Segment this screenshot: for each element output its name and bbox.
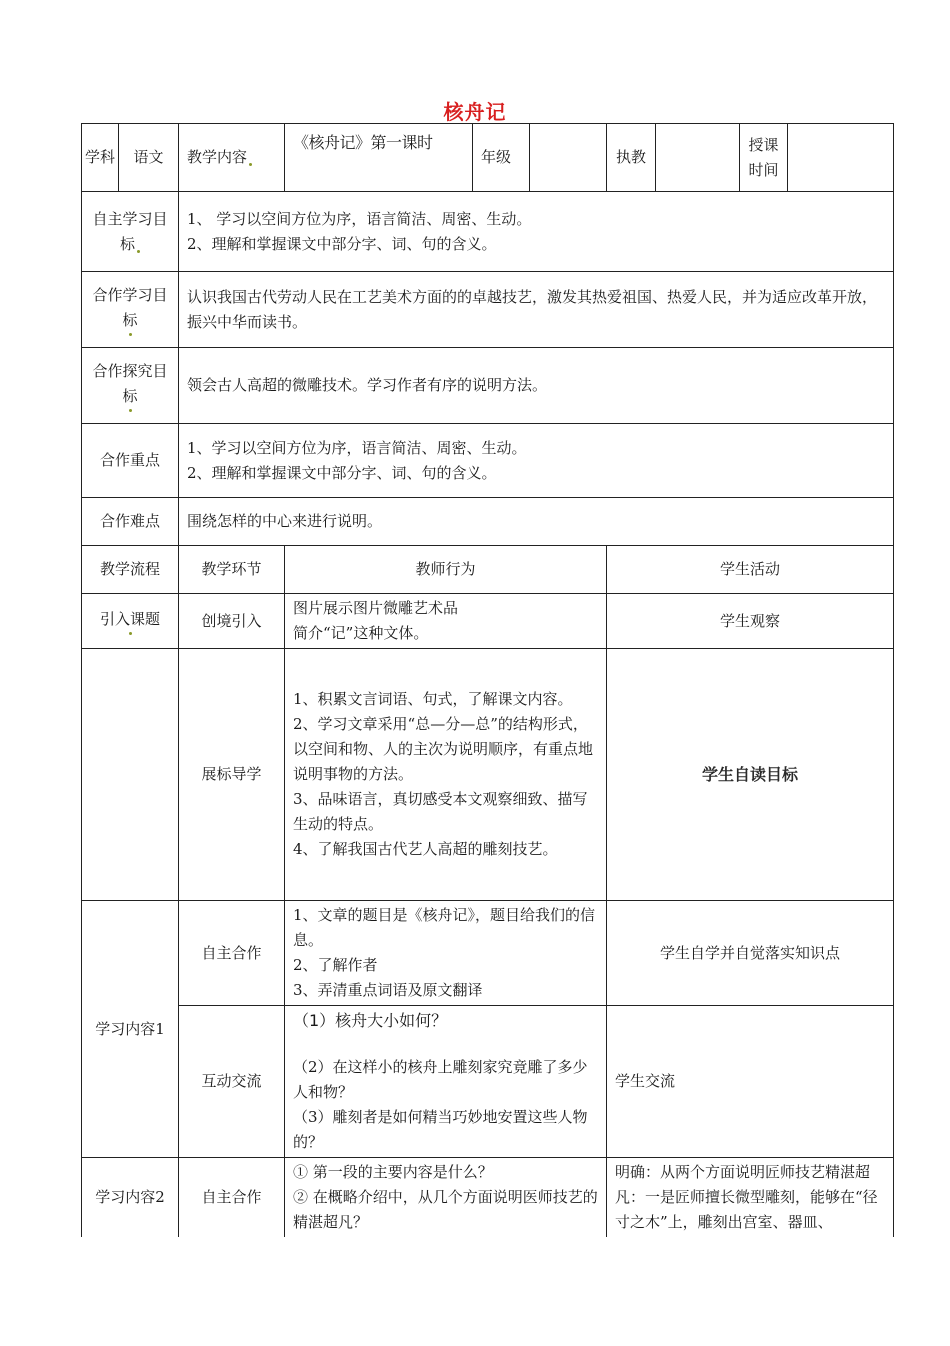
flow-teacher: （1）核舟大小如何？ （2）在这样小的核舟上雕刻家究竟雕了多少人和物？ （3）雕刻者是如何精当巧妙地安置这些人物的？: [285, 1006, 607, 1158]
flow-row: [82, 1158, 894, 1238]
flow-step: 创境引入: [179, 594, 285, 649]
goal-content: 认识我国古代劳动人民在工艺美术方面的的卓越技艺，激发其热爱祖国、热爱人民，并为适应改革开放，振兴中华而读书。: [179, 272, 894, 348]
flow-step: 自主合作: [179, 901, 285, 1006]
goal-row: [82, 272, 894, 348]
flow-row: [82, 594, 894, 649]
flow-teacher: 1、积累文言词语、句式，了解课文内容。 2、学习文章采用“总—分—总”的结构形式，以空间和物、人的主次为说明顺序，有重点地说明事物的方法。 3、品味语言，真切感受本文观察细致、描写生动的特点。 4、了解我国古代艺人高超的雕刻技艺。: [285, 649, 607, 901]
goal-content: 1、学习以空间方位为序，语言简洁、周密、生动。 2、理解和掌握课文中部分字、词、句的含义。: [179, 424, 894, 498]
flow-row: [82, 649, 894, 901]
goal-label: 合作难点: [82, 498, 179, 546]
flow-teacher-header: 教师行为: [285, 546, 607, 594]
flow-process-header: 教学流程: [82, 546, 179, 594]
dot-mark: [129, 632, 132, 635]
flow-teacher: 图片展示图片微雕艺术品 简介“记”这种文体。: [285, 594, 607, 649]
subject-label: 学科: [82, 124, 119, 192]
goal-row: [82, 348, 894, 424]
flow-student: 明确：从两个方面说明匠师技艺精湛超凡：一是匠师擅长微型雕刻，能够在“径寸之木”上，雕刻出宫室、器皿、: [607, 1158, 894, 1238]
flow-student: 学生交流: [607, 1006, 894, 1158]
flow-teacher: 1、文章的题目是《核舟记》，题目给我们的信息。 2、了解作者 3、弄清重点词语及原文翻译: [285, 901, 607, 1006]
flow-row: [82, 901, 894, 1006]
flow-step: 自主合作: [179, 1158, 285, 1238]
time-value: [788, 124, 894, 192]
subject-value: 语文: [119, 124, 179, 192]
teacher-label: 执教: [607, 124, 656, 192]
grade-label: 年级: [473, 124, 530, 192]
dot-mark: [129, 333, 132, 336]
flow-student: 学生自学并自觉落实知识点: [607, 901, 894, 1006]
header-row: [82, 124, 894, 192]
goal-content: 领会古人高超的微雕技术。学习作者有序的说明方法。: [179, 348, 894, 424]
content-label: 教学内容: [179, 124, 285, 192]
goal-label: 合作学习目标: [82, 272, 179, 348]
dot-mark: [129, 409, 132, 412]
dot-mark: [137, 250, 140, 253]
goal-row: [82, 192, 894, 272]
flow-process: 学习内容1: [82, 901, 179, 1158]
flow-step: 互动交流: [179, 1006, 285, 1158]
flow-process: 学习内容2: [82, 1158, 179, 1238]
content-value: 《核舟记》第一课时: [285, 124, 473, 192]
lesson-plan-table: [81, 123, 894, 1237]
flow-step: 展标导学: [179, 649, 285, 901]
flow-process: [82, 649, 179, 901]
flow-header-row: [82, 546, 894, 594]
goal-row: [82, 424, 894, 498]
goal-label: 合作重点: [82, 424, 179, 498]
goal-row: [82, 498, 894, 546]
time-label: 授课时间: [740, 124, 788, 192]
grade-value: [530, 124, 607, 192]
flow-student-header: 学生活动: [607, 546, 894, 594]
flow-row: [82, 1006, 894, 1158]
goal-content: 围绕怎样的中心来进行说明。: [179, 498, 894, 546]
flow-student: 学生观察: [607, 594, 894, 649]
flow-teacher: ① 第一段的主要内容是什么？ ② 在概略介绍中，从几个方面说明医师技艺的精湛超凡？: [285, 1158, 607, 1238]
teacher-value: [656, 124, 740, 192]
flow-step-header: 教学环节: [179, 546, 285, 594]
flow-student: 学生自读目标: [607, 649, 894, 901]
flow-process: 引入课题: [82, 594, 179, 649]
goal-content: 1、 学习以空间方位为序，语言简洁、周密、生动。 2、理解和掌握课文中部分字、词、句的含义。: [179, 192, 894, 272]
dot-mark: [249, 163, 252, 166]
goal-label: 自主学习目标: [82, 192, 179, 272]
page-title: 核舟记: [443, 100, 507, 124]
goal-label: 合作探究目标: [82, 348, 179, 424]
